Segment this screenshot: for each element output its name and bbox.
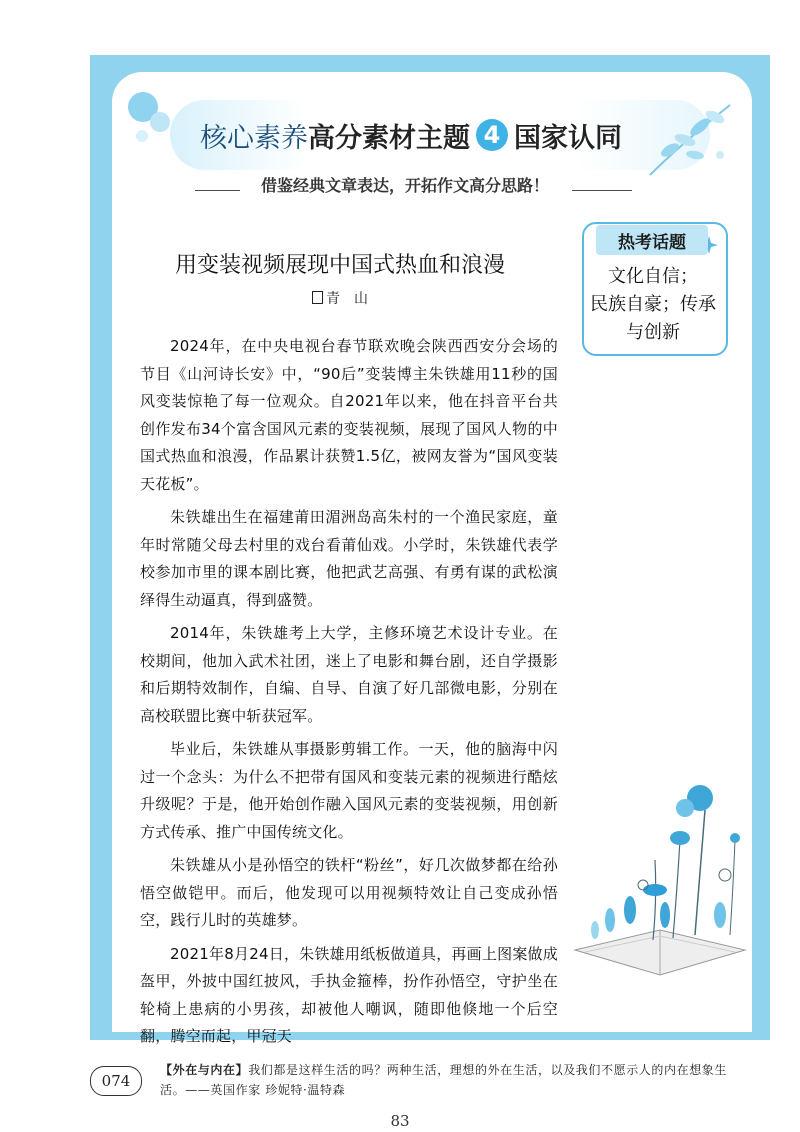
hot-topic-line: 民族自豪；传承 — [590, 294, 716, 315]
bubble-decoration — [150, 112, 170, 132]
article-paragraph: 2024年，在中央电视台春节联欢晚会陕西西安分会场的节目《山河诗长安》中，“90后”变装博主朱铁雄用11秒的国风变装惊艳了每一位观众。自2021年以来，他在抖音平台共创作发布34个富含国风元素的变装视频，展现了国风人物的中国式热血和浪漫，作品累计获赞1.5亿，被网友誉为“国风变装天花板”。 — [140, 337, 558, 493]
bubble-decoration — [136, 130, 148, 142]
hot-topic-line: 与创新 — [626, 322, 680, 343]
article-title: 用变装视频展现中国式热血和浪漫 — [174, 253, 505, 278]
quote-lead: 【外在与内在】 — [160, 1063, 249, 1077]
header-subtitle: 借鉴经典文章表达，开拓作文高分思路！ — [260, 176, 549, 195]
flowers-book-illustration — [565, 780, 750, 980]
title-part1: 核心素养 — [200, 122, 308, 154]
author-box-icon — [312, 291, 323, 304]
quote-text: 我们都是这样生活的吗？两种生活，理想的外在生活，以及我们不愿示人的内在想象生活。——英国作家 珍妮特·温特森 — [160, 1063, 728, 1097]
theme-number-badge: 4 — [476, 119, 508, 151]
hot-topic-line: 文化自信； — [608, 266, 698, 287]
article-paragraph: 朱铁雄出生在福建莆田湄洲岛高朱村的一个渔民家庭，童年时常随父母去村里的戏台看莆仙戏。小学时，朱铁雄代表学校参加市里的课本剧比赛，他把武艺高强、有勇有谋的武松演绎得生动逼真，得到盛赞。 — [140, 508, 558, 609]
article-paragraph: 2021年8月24日，朱铁雄用纸板做道具，再画上图案做成盔甲，外披中国红披风，手执金箍棒，扮作孙悟空，守护坐在轮椅上患病的小男孩，却被他人嘲讽，随即他倏地一个后空翻，腾空而起，甲冠天 — [140, 944, 558, 1045]
book-page-number: 83 — [390, 1112, 410, 1130]
hot-topic-tag: 热考话题 — [596, 225, 708, 255]
article-body — [140, 333, 558, 1057]
footer-quote — [160, 1060, 740, 1100]
page-number-badge: 074 — [90, 1066, 142, 1096]
article-paragraph: 朱铁雄从小是孙悟空的铁杆“粉丝”，好几次做梦都在给孙悟空做铠甲。而后，他发现可以用视频特效让自己变成孙悟空，践行儿时的英雄梦。 — [140, 856, 558, 929]
leaf-branch-icon — [640, 95, 740, 185]
author-name: 青 山 — [326, 291, 368, 307]
title-part2: 高分素材主题 — [308, 122, 470, 154]
article-author — [290, 288, 390, 308]
title-part3: 国家认同 — [514, 122, 622, 154]
article-paragraph: 2014年，朱铁雄考上大学，主修环境艺术设计专业。在校期间，他加入武术社团，迷上了电影和舞台剧，还自学摄影和后期特效制作，自编、自导、自演了好几部微电影，分别在高校联盟比赛中斩获冠军。 — [140, 624, 558, 725]
section-title — [200, 110, 660, 160]
article-paragraph: 毕业后，朱铁雄从事摄影剪辑工作。一天，他的脑海中闪过一个念头：为什么不把带有国风和变装元素的视频进行酷炫升级呢？于是，他开始创作融入国风元素的变装视频，用创新方式传承、推广中国传统文化。 — [140, 740, 558, 841]
subtitle-rule-right — [572, 190, 632, 191]
